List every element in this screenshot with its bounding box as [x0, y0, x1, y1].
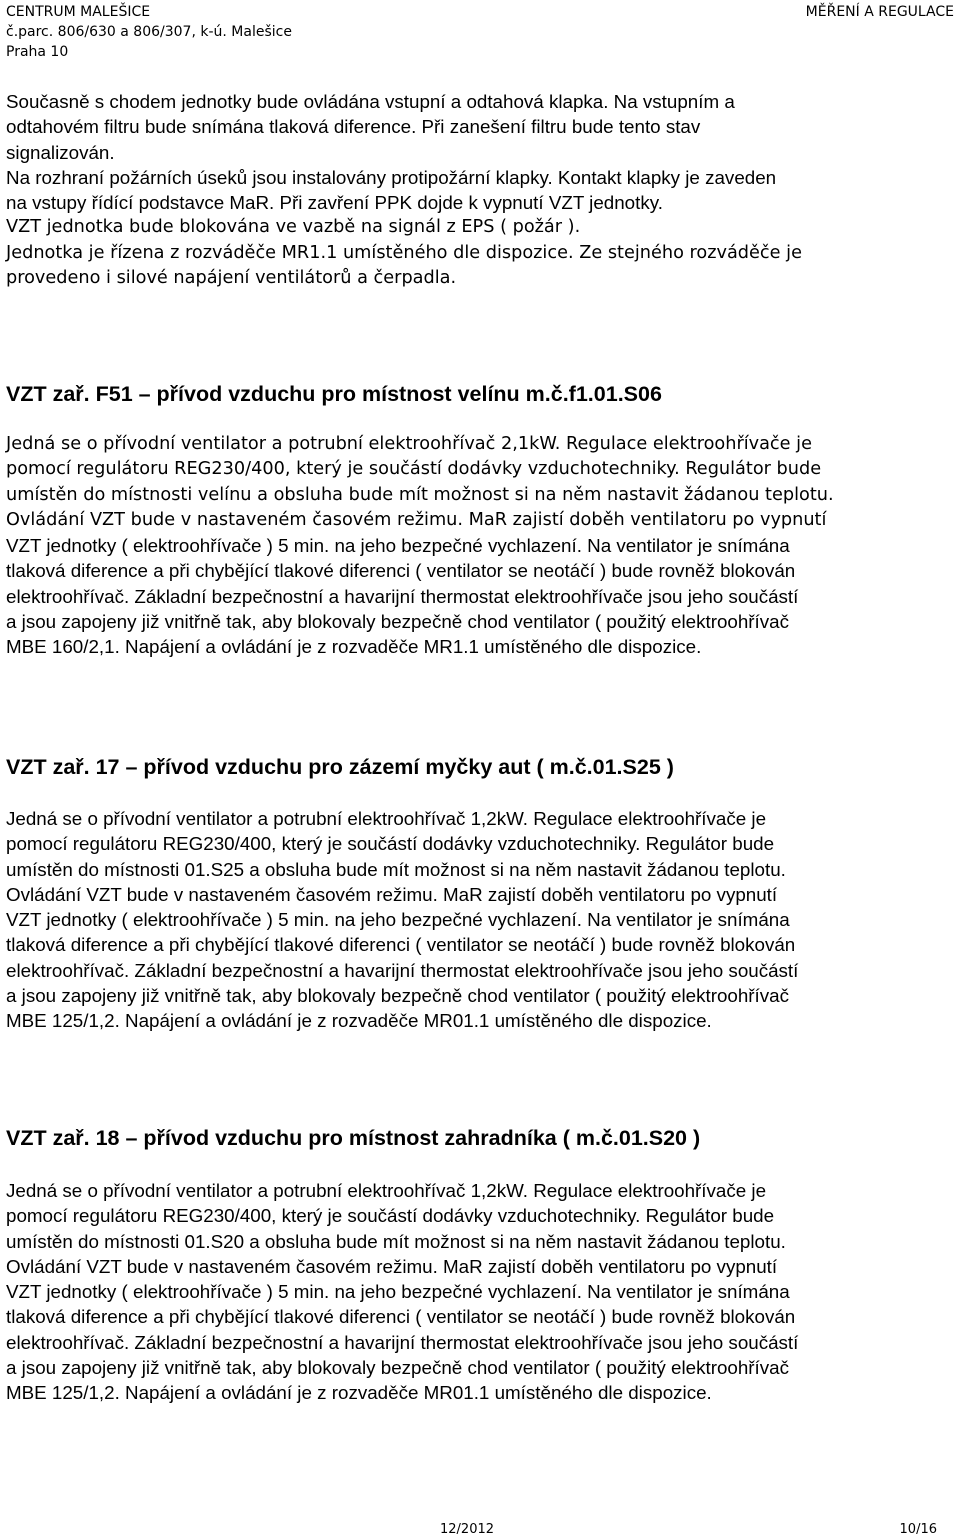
footer-date: 12/2012 [440, 1522, 495, 1537]
section-body-f51 [6, 432, 956, 660]
footer-page-number: 10/16 [899, 1522, 937, 1537]
header-city: Praha 10 [6, 44, 69, 60]
section-body-18 [6, 1178, 956, 1406]
intro-line: Současně s chodem jednotky bude ovládána vstupní a odtahová klapka. Na vstupním a [6, 91, 735, 112]
body-line: a jsou zapojeny již vnitřně tak, aby blokovaly bezpečně chod ventilator ( použitý elektroohřívač [6, 1357, 789, 1379]
header-right [806, 4, 954, 24]
body-line: tlaková diference a při chybějící tlakové diferenci ( ventilator se neotáčí ) bude rovněž blokován [6, 1306, 796, 1328]
intro-line: odtahovém filtru bude snímána tlaková diference. Při zanešení filtru bude tento stav [6, 116, 701, 138]
body-line: Ovládání VZT bude v nastaveném časovém režimu. MaR zajistí doběh ventilatoru po vypnutí [6, 1255, 778, 1277]
section-body-17 [6, 806, 956, 1034]
intro-line: VZT jednotka bude blokována ve vazbě na signál z EPS ( požár ). [6, 217, 581, 238]
body-line: MBE 160/2,1. Napájení a ovládání je z rozvaděče MR1.1 umístěného dle dispozice. [6, 636, 702, 658]
body-line: Ovládání VZT bude v nastaveném časovém režimu. MaR zajistí doběh ventilatoru po vypnutí [6, 509, 827, 530]
body-line: VZT jednotky ( elektroohřívače ) 5 min. na jeho bezpečné vychlazení. Na ventilator je snímána [6, 1281, 790, 1303]
body-line: VZT jednotky ( elektroohřívače ) 5 min. na jeho bezpečné vychlazení. Na ventilator je snímána [6, 909, 790, 931]
body-line: pomocí regulátoru REG230/400, který je součástí dodávky vzduchotechniky. Regulátor bude [6, 459, 822, 480]
body-line: umístěn do místnosti velínu a obsluha bude mít možnost si na něm nastavit žádanou teplotu. [6, 484, 834, 505]
body-line: Jedná se o přívodní ventilator a potrubní elektroohřívač 2,1kW. Regulace elektroohřívače je [6, 434, 812, 454]
body-line: elektroohřívač. Základní bezpečnostní a havarijní thermostat elektroohřívače jsou jeho součástí [6, 1331, 799, 1353]
body-line: a jsou zapojeny již vnitřně tak, aby blokovaly bezpečně chod ventilator ( použitý elektroohřívač [6, 611, 789, 633]
section-heading-17: VZT zař. 17 – přívod vzduchu pro zázemí myčky aut ( m.č.01.S25 ) [6, 755, 674, 779]
header-left [6, 4, 292, 64]
body-line: elektroohřívač. Základní bezpečnostní a havarijní thermostat elektroohřívače jsou jeho součástí [6, 585, 799, 607]
body-line: pomocí regulátoru REG230/400, který je součástí dodávky vzduchotechniky. Regulátor bude [6, 1205, 775, 1227]
body-line: MBE 125/1,2. Napájení a ovládání je z rozvaděče MR01.1 umístěného dle dispozice. [6, 1382, 712, 1404]
header-section-title: MĚŘENÍ A REGULACE [805, 4, 954, 20]
body-line: a jsou zapojeny již vnitřně tak, aby blokovaly bezpečně chod ventilator ( použitý elektroohřívač [6, 985, 789, 1007]
intro-line: Jednotka je řízena z rozváděče MR1.1 umístěného dle dispozice. Ze stejného rozváděče je [6, 242, 802, 263]
body-line: umístěn do místnosti 01.S20 a obsluha bude mít možnost si na něm nastavit žádanou teplotu. [6, 1230, 786, 1252]
header-project-name: CENTRUM MALEŠICE [6, 4, 151, 20]
body-line: Ovládání VZT bude v nastaveném časovém režimu. MaR zajistí doběh ventilatoru po vypnutí [6, 883, 778, 905]
intro-line: provedeno i silové napájení ventilátorů a čerpadla. [6, 268, 457, 289]
body-line: VZT jednotky ( elektroohřívače ) 5 min. na jeho bezpečné vychlazení. Na ventilator je snímána [6, 535, 790, 557]
section-heading-f51: VZT zař. F51 – přívod vzduchu pro místnost velínu m.č.f1.01.S06 [6, 382, 662, 406]
body-line: Jedná se o přívodní ventilator a potrubní elektroohřívač 1,2kW. Regulace elektroohřívače je [6, 1180, 767, 1201]
intro-line: signalizován. [6, 141, 115, 163]
intro-paragraph [6, 89, 956, 291]
body-line: umístěn do místnosti 01.S25 a obsluha bude mít možnost si na něm nastavit žádanou teplotu. [6, 858, 786, 880]
intro-line: na vstupy řídící podstavce MaR. Při zavření PPK dojde k vypnutí VZT jednotky. [6, 192, 663, 214]
body-line: tlaková diference a při chybějící tlakové diferenci ( ventilator se neotáčí ) bude rovněž blokován [6, 934, 796, 956]
intro-line: Na rozhraní požárních úseků jsou instalovány protipožární klapky. Kontakt klapky je zaveden [6, 166, 777, 188]
body-line: MBE 125/1,2. Napájení a ovládání je z rozvaděče MR01.1 umístěného dle dispozice. [6, 1010, 712, 1032]
header-parcel: č.parc. 806/630 a 806/307, k-ú. Malešice [6, 24, 292, 40]
body-line: pomocí regulátoru REG230/400, který je součástí dodávky vzduchotechniky. Regulátor bude [6, 833, 775, 855]
body-line: tlaková diference a při chybějící tlakové diferenci ( ventilator se neotáčí ) bude rovněž blokován [6, 560, 796, 582]
body-line: Jedná se o přívodní ventilator a potrubní elektroohřívač 1,2kW. Regulace elektroohřívače je [6, 808, 767, 829]
section-heading-18: VZT zař. 18 – přívod vzduchu pro místnost zahradníka ( m.č.01.S20 ) [6, 1126, 701, 1150]
body-line: elektroohřívač. Základní bezpečnostní a havarijní thermostat elektroohřívače jsou jeho součástí [6, 959, 799, 981]
